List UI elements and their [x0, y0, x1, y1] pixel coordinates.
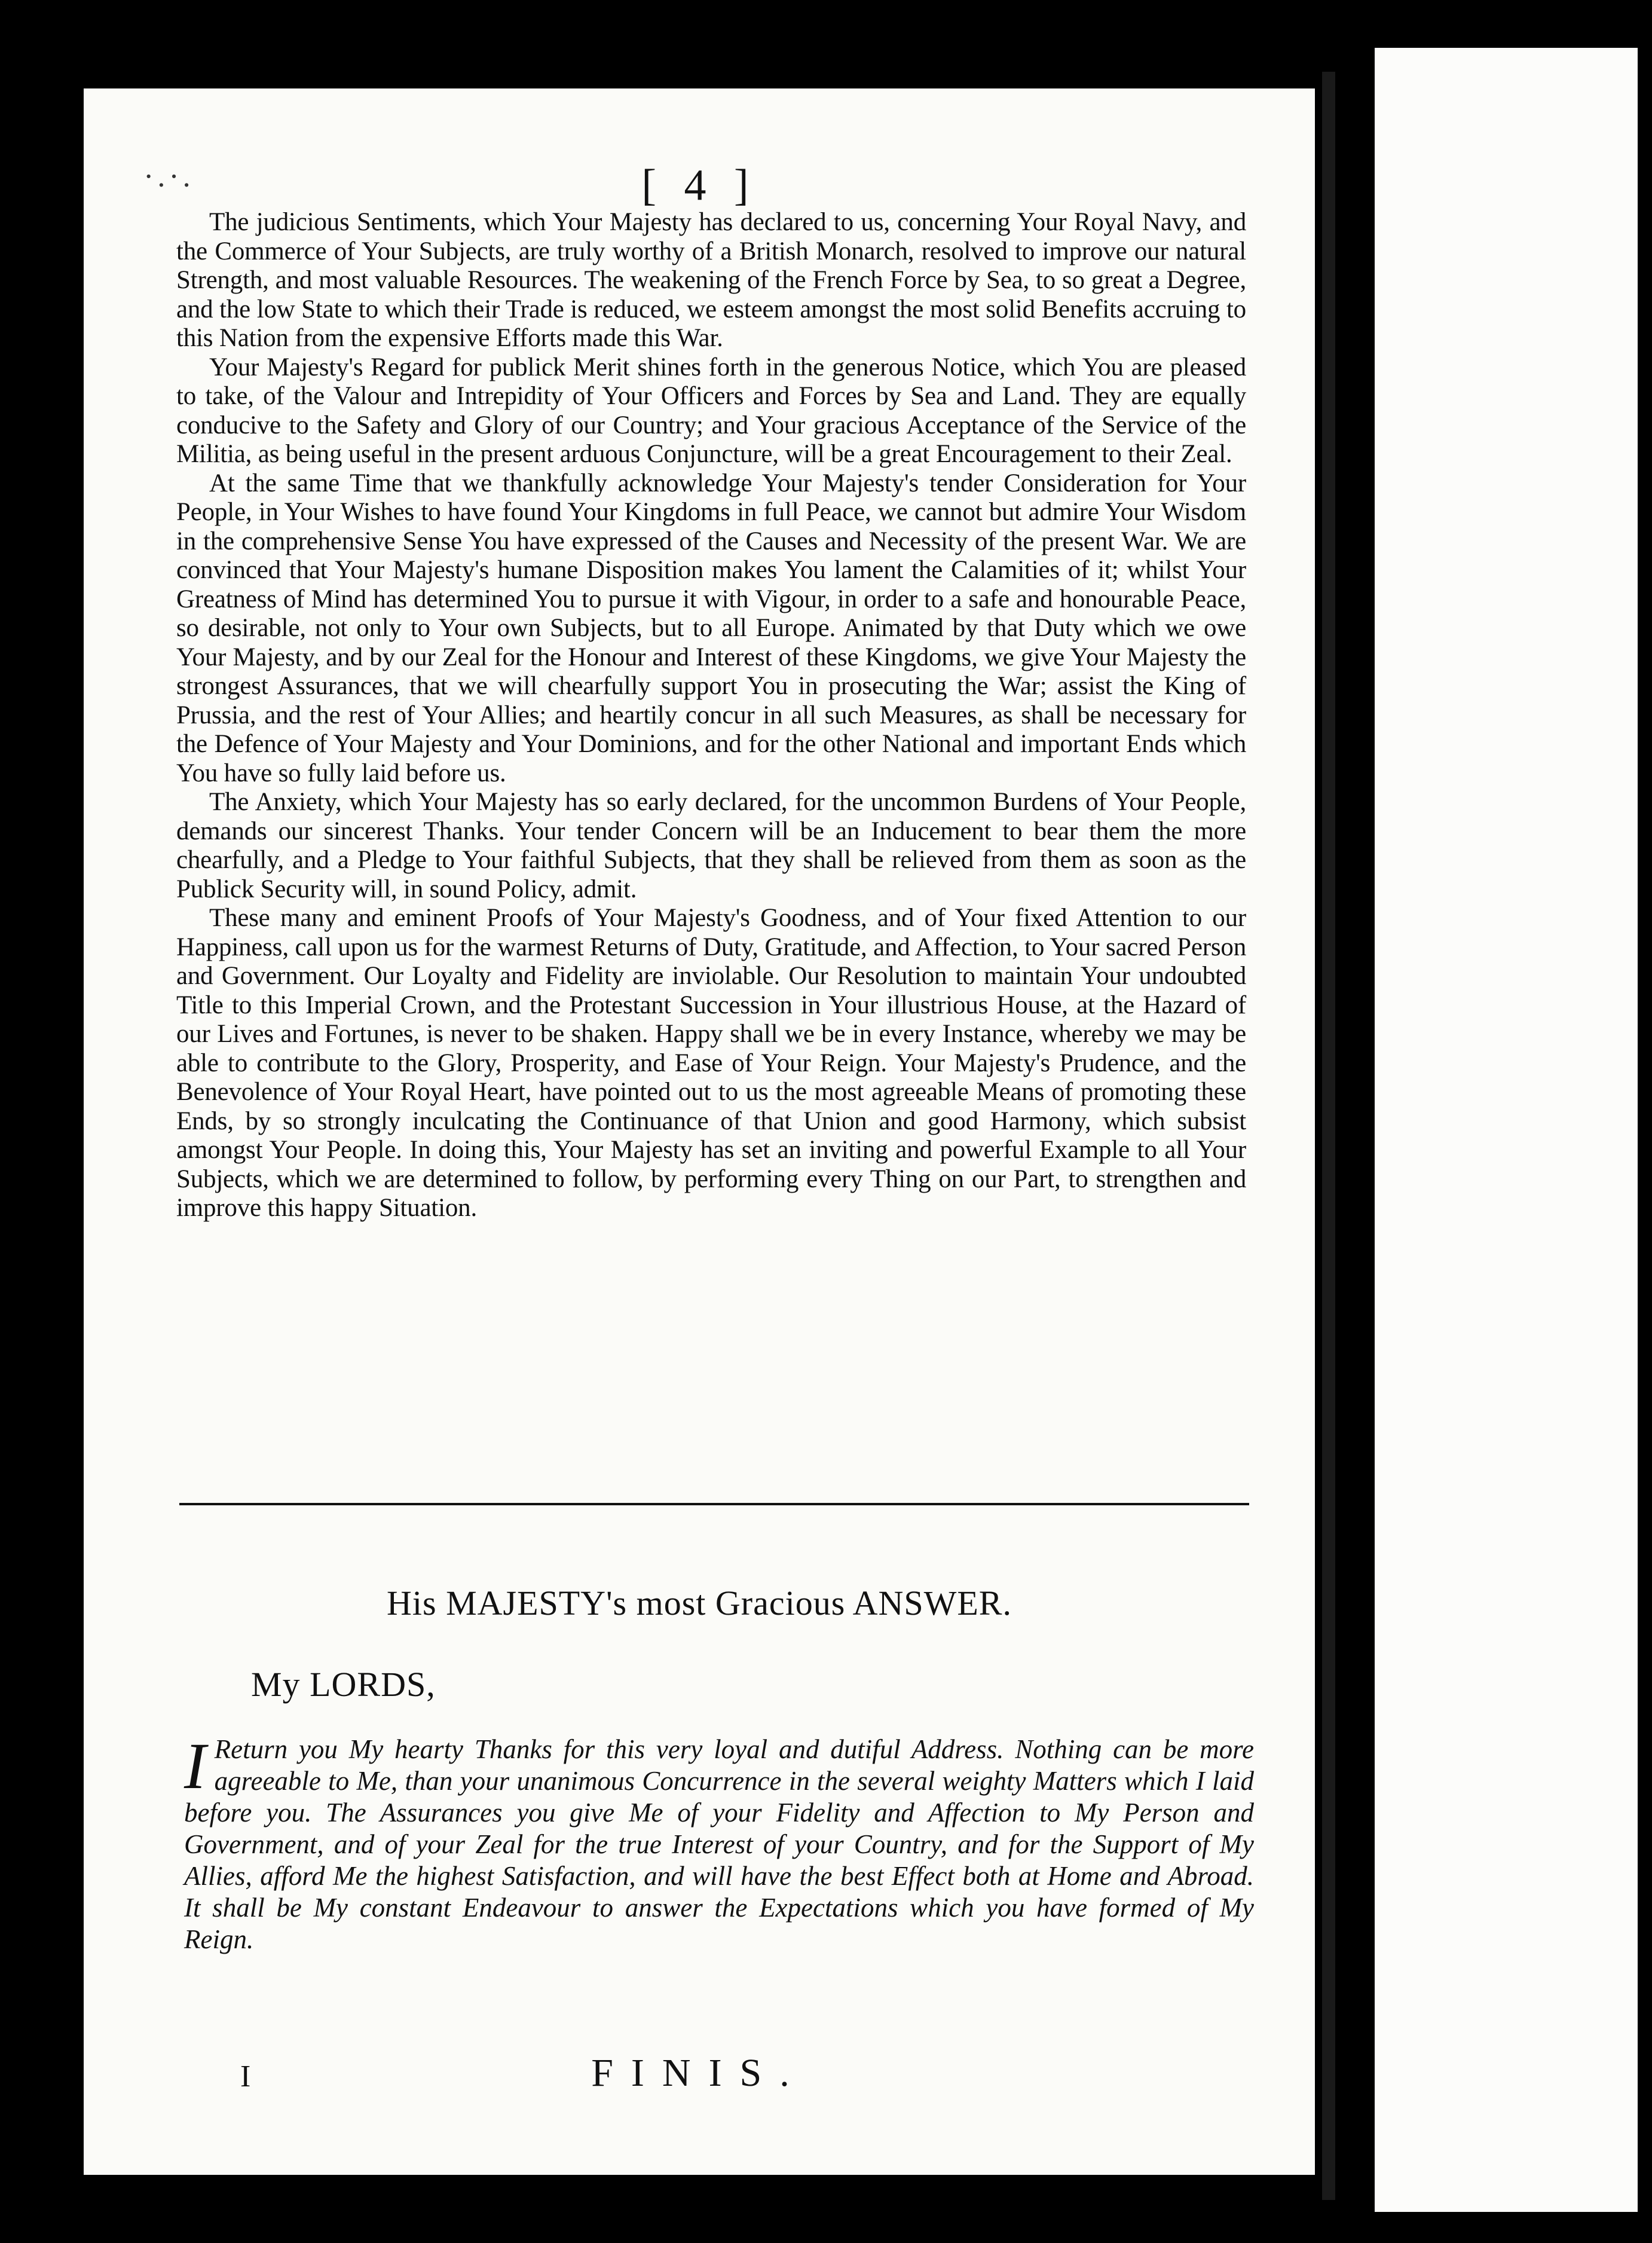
- paragraph-navy: The judicious Sentiments, which Your Majesty has declared to us, concerning Your Royal Navy, and the Commerce of Your Subjects, are truly worthy of a British Monarch, resolved to improve our natural Strength, and most valuable Resources. The weakening of the French Force by Sea, to so great a Degree, and the low State to which their Trade is reduced, we esteem amongst the most solid Benefits accruing to this Nation from the expensive Efforts made this War.: [176, 208, 1246, 352]
- paragraph-loyalty: These many and eminent Proofs of Your Majesty's Goodness, and of Your fixed Attention to our Happiness, call upon us for the warmest Returns of Duty, Gratitude, and Affection, to Your sacred Person and Government. Our Loyalty and Fidelity are inviolable. Our Resolution to maintain Your undoubted Title to this Imperial Crown, and the Protestant Succession in Your illustrious House, at the Hazard of our Lives and Fortunes, is never to be shaken. Happy shall we be in every Instance, whereby we may be able to contribute to the Glory, Prosperity, and Ease of Your Reign. Your Majesty's Prudence, and the Benevolence of Your Royal Heart, have pointed out to us the most agreeable Means of promoting these Ends, by so strongly inculcating the Continuance of that Union and good Harmony, which subsist amongst Your People. In doing this, Your Majesty has set an inviting and powerful Example to all Your Subjects, which we are determined to follow, by performing every Thing on our Part, to strengthen and improve this happy Situation.: [176, 904, 1246, 1222]
- salutation: My LORDS,: [251, 1665, 436, 1704]
- paragraph-burdens: The Anxiety, which Your Majesty has so early declared, for the uncommon Burdens of Your People, demands our sincerest Thanks. Your tender Concern will be an Inducement to bear them the more chearfully, and a Pledge to Your faithful Subjects, that they shall be relieved from them as soon as the Publick Security will, in sound Policy, admit.: [176, 788, 1246, 903]
- answer-body: Return you My hearty Thanks for this very loyal and dutiful Address. Nothing can be more agreeable to Me, than your unanimous Concurrence in the several weighty Matters which I laid before you. The Assurances you give Me of your Fidelity and Affection to My Person and Government, and of your Zeal for the true Interest of your Country, and for the Support of My Allies, afford Me the highest Satisfaction, and will have the best Effect both at Home and Abroad. It shall be My constant Endeavour to answer the Expectations which you have formed of My Reign.: [184, 1734, 1254, 1954]
- finis: FINIS.: [591, 2051, 807, 2095]
- facing-page-edge: [1375, 48, 1638, 2212]
- page-number: [ 4 ]: [641, 161, 757, 210]
- page-gutter: [1322, 72, 1335, 2200]
- document-page: [84, 88, 1315, 2175]
- corner-mark: ·.·.: [143, 160, 194, 194]
- drop-cap: I: [184, 1729, 206, 1802]
- answer-text: [184, 1729, 1254, 1955]
- signature-mark: I: [240, 2059, 251, 2094]
- section-divider: [179, 1503, 1249, 1505]
- paragraph-war: At the same Time that we thankfully acknowledge Your Majesty's tender Consideration for Your People, in Your Wishes to have found Your Kingdoms in full Peace, we cannot but admire Your Wisdom in the comprehensive Sense You have expressed of the Causes and Necessity of the present War. We are convinced that Your Majesty's humane Disposition makes You lament the Calamities of it; whilst Your Greatness of Mind has determined You to pursue it with Vigour, in order to a safe and honourable Peace, so desirable, not only to Your own Subjects, but to all Europe. Animated by that Duty which we owe Your Majesty, and by our Zeal for the Honour and Interest of these Kingdoms, we give Your Majesty the strongest Assurances, that we will chearfully support You in prosecuting the War; assist the King of Prussia, and the rest of Your Allies; and heartily concur in all such Measures, as shall be necessary for the Defence of Your Majesty and Your Dominions, and for the other National and important Ends which You have so fully laid before us.: [176, 469, 1246, 787]
- answer-heading: His MAJESTY's most Gracious ANSWER.: [387, 1584, 1012, 1622]
- paragraph-merit: Your Majesty's Regard for publick Merit shines forth in the generous Notice, which You are pleased to take, of the Valour and Intrepidity of Your Officers and Forces by Sea and Land. They are equally conducive to the Safety and Glory of our Country; and Your gracious Acceptance of the Service of the Militia, as being useful in the present arduous Conjuncture, will be a great Encouragement to their Zeal.: [176, 353, 1246, 468]
- address-body: [176, 208, 1246, 1223]
